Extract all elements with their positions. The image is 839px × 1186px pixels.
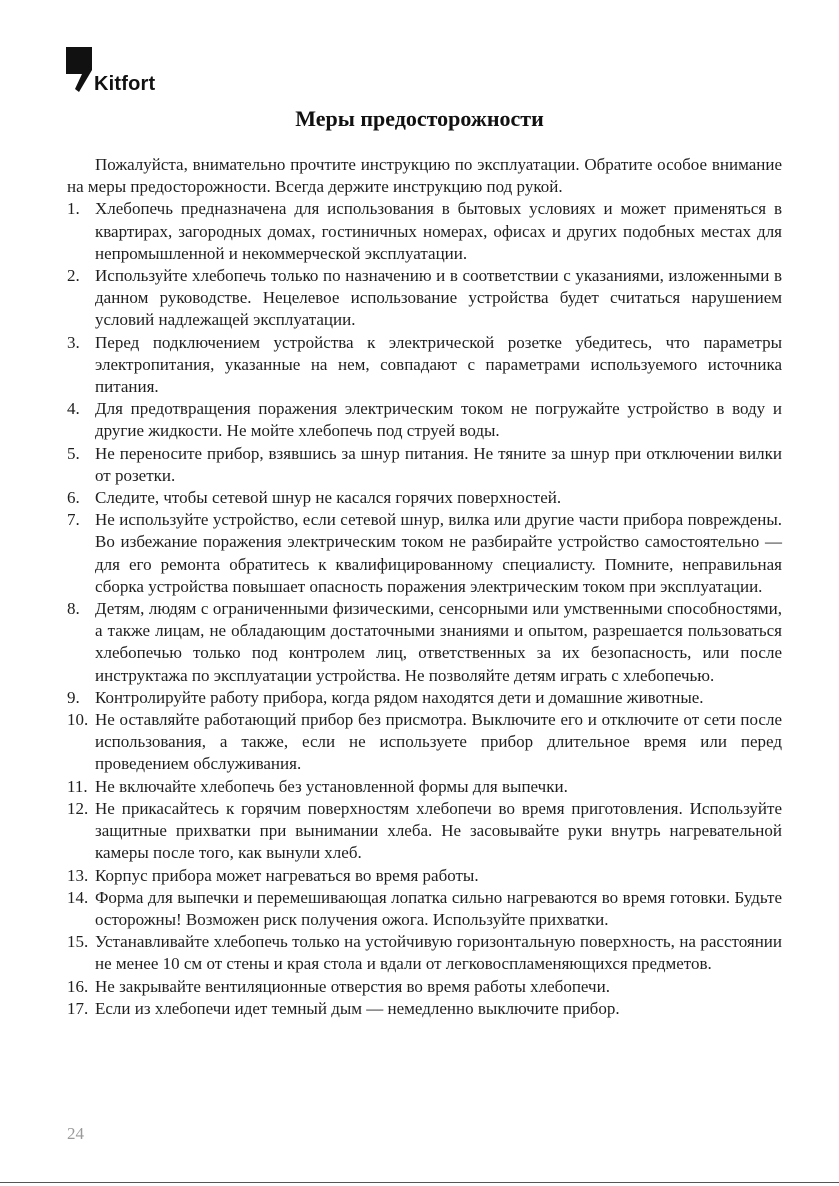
safety-rule-item — [67, 332, 782, 399]
rule-number: 6. — [67, 488, 80, 508]
rule-number: 16. — [67, 976, 89, 996]
rule-number: 17. — [67, 998, 89, 1018]
rule-number: 10. — [67, 710, 89, 730]
rule-number: 11. — [67, 776, 88, 796]
safety-rule-item — [67, 598, 782, 687]
rule-text: Следите, чтобы сетевой шнур не касался горячих поверхностей. — [95, 488, 562, 508]
rule-text: Форма для выпечки и перемешивающая лопатка сильно нагреваются во время готовки. Будьте осторожны! Возможен риск получения ожога. Используйте прихватки. — [95, 887, 782, 929]
kitfort-logo-icon — [66, 47, 92, 92]
bottom-divider — [0, 1182, 839, 1183]
safety-rule-item — [67, 798, 782, 865]
page-title: Меры предосторожности — [295, 106, 544, 131]
rule-number: 15. — [67, 932, 89, 952]
brand-logo — [66, 47, 176, 95]
rule-text: Корпус прибора может нагреваться во время работы. — [95, 865, 479, 885]
rule-text: Контролируйте работу прибора, когда рядом находятся дети и домашние животные. — [95, 687, 704, 707]
safety-rule-item — [67, 976, 782, 998]
rule-number: 12. — [67, 798, 89, 818]
rule-number: 3. — [67, 332, 80, 352]
safety-rule-item — [67, 398, 782, 442]
rule-text: Не переносите прибор, взявшись за шнур питания. Не тяните за шнур при отключении вилки от розетки. — [95, 443, 782, 485]
safety-rules-list — [67, 198, 782, 1020]
rule-number: 14. — [67, 887, 89, 907]
rule-text: Для предотвращения поражения электрическим током не погружайте устройство в воду и другие жидкости. Не мойте хлебопечь под струей воды. — [95, 399, 782, 441]
safety-rule-item — [67, 931, 782, 975]
safety-rule-item — [67, 887, 782, 931]
rule-text: Не закрывайте вентиляционные отверстия во время работы хлебопечи. — [95, 976, 610, 996]
safety-rule-item — [67, 487, 782, 509]
safety-rule-item — [67, 265, 782, 332]
rule-text: Не используйте устройство, если сетевой шнур, вилка или другие части прибора повреждены. Во избежание поражения электрическим током не разбирайте устройство самостоятельно — для его ремонта обратитесь к квалифицированному специалисту. Помните, неправильная сборка устройства повышает опасность поражения электрическим током при эксплуатации. — [95, 510, 782, 596]
rule-number: 8. — [67, 599, 80, 619]
rule-number: 7. — [67, 510, 80, 530]
intro-paragraph: Пожалуйста, внимательно прочтите инструкцию по эксплуатации. Обратите особое внимание на меры предосторожности. Всегда держите инструкцию под рукой. — [67, 155, 782, 197]
safety-rule-item — [67, 687, 782, 709]
safety-rule-item — [67, 865, 782, 887]
safety-rule-item — [67, 509, 782, 598]
rule-number: 5. — [67, 443, 80, 463]
safety-instructions — [67, 154, 782, 1020]
rule-number: 9. — [67, 687, 80, 707]
safety-rule-item — [67, 709, 782, 776]
rule-text: Хлебопечь предназначена для использования в бытовых условиях и может применяться в квартирах, загородных домах, гостиничных номерах, офисах и других подобных местах для непромышленной и некоммерческой эксплуатации. — [95, 199, 782, 263]
rule-text: Используйте хлебопечь только по назначению и в соответствии с указаниями, изложенными в данном руководстве. Нецелевое использование устройства будет считаться нарушением условий надлежащей эксплуатации. — [95, 266, 782, 330]
brand-name: Kitfort — [94, 73, 156, 95]
rule-number: 4. — [67, 399, 80, 419]
safety-rule-item — [67, 776, 782, 798]
safety-rule-item — [67, 998, 782, 1020]
rule-number: 13. — [67, 865, 89, 885]
safety-rule-item — [67, 198, 782, 265]
rule-text: Если из хлебопечи идет темный дым — немедленно выключите прибор. — [95, 998, 620, 1018]
rule-number: 1. — [67, 199, 80, 219]
safety-rule-item — [67, 443, 782, 487]
rule-text: Не прикасайтесь к горячим поверхностям хлебопечи во время приготовления. Используйте защитные прихватки при вынимании хлеба. Не засовывайте руки внутрь нагревательной камеры после того, как вынули хлеб. — [95, 798, 782, 863]
page-number: 24 — [67, 1124, 84, 1143]
rule-text: Устанавливайте хлебопечь только на устойчивую горизонтальную поверхность, на расстоянии не менее 10 см от стены и края стола и вдали от легковоспламеняющихся предметов. — [95, 932, 782, 974]
rule-text: Детям, людям с ограниченными физическими, сенсорными или умственными способностями, а также лицам, не обладающим достаточными знаниями и опытом, разрешается пользоваться хлебопечью только под контролем лиц, ответственных за их безопасность, или после инструктажа по эксплуатации устройства. Не позволяйте детям играть с хлебопечью. — [95, 599, 782, 685]
rule-number: 2. — [67, 266, 80, 286]
rule-text: Не включайте хлебопечь без установленной формы для выпечки. — [95, 776, 568, 796]
rule-text: Не оставляйте работающий прибор без присмотра. Выключите его и отключите от сети после использования, а также, если не используете прибор длительное время или перед проведением обслуживания. — [95, 710, 782, 774]
rule-text: Перед подключением устройства к электрической розетке убедитесь, что параметры электропитания, указанные на нем, совпадают с параметрами используемого источника питания. — [95, 332, 782, 397]
